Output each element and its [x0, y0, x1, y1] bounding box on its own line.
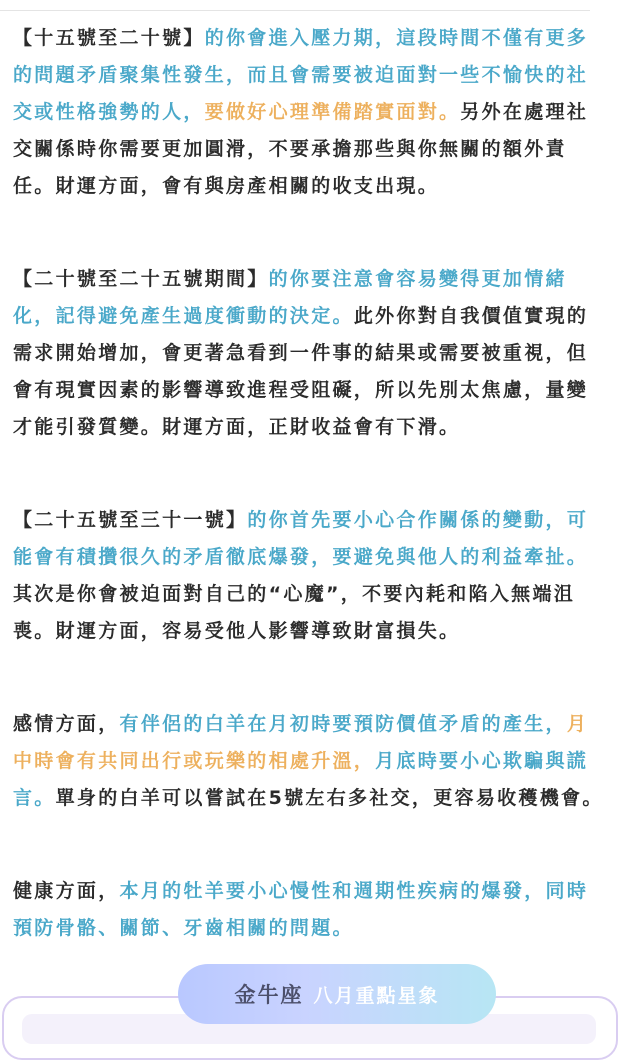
highlight-text: 的你要注意會容易變得更加情緒化，記得避免產生過度衝動的決定。	[13, 268, 567, 327]
zodiac-sign-title: 金牛座	[234, 983, 304, 1007]
section-subtitle: 八月重點星象	[313, 984, 440, 1007]
body-text: 單身的白羊可以嘗試在5號左右多社交，更容易收穫機會。	[55, 787, 604, 809]
paragraph-15-20	[13, 20, 607, 205]
paragraph-25-31	[13, 502, 607, 650]
body-text: 其次是你會被迫面對自己的“心魔”，不要內耗和陷入無端沮喪。財運方面，容易受他人影響導致財富損失。	[13, 583, 576, 642]
date-range-label: 【二十五號至三十一號】	[13, 509, 248, 531]
highlight-text: 的你首先要小心合作關係的變動，可能會有積攢很久的矛盾徹底爆發，要避免與他人的利益牽扯。	[13, 509, 589, 568]
highlight-text: 的你會進入壓力期，這段時間不僅有更多的問題矛盾聚集性發生，而且會需要被迫面對一些不愉快的社交或性格強勢的人，	[13, 27, 589, 123]
highlight-text: 月底時要小心欺騙與謊言。	[13, 750, 589, 809]
topic-label: 感情方面，	[13, 713, 120, 735]
highlight-text: 有伴侶的白羊在月初時要預防價值矛盾的產生，	[119, 713, 567, 735]
body-text: 此外你對自我價值實現的需求開始增加，會更著急看到一件事的結果或需要被重視，但會有現實因素的影響導致進程受阻礙，所以先別太焦慮，量變才能引發質變。財運方面，正財收益會有下滑。	[13, 305, 589, 438]
body-text: 另外在處理社交關係時你需要更加圓滑，不要承擔那些與你無關的額外責任。財運方面，會有與房產相關的收支出現。	[13, 101, 589, 197]
advice-text: 月中時會有共同出行或玩樂的相處升溫，	[13, 713, 589, 772]
top-divider	[0, 0, 590, 11]
paragraph-20-25	[13, 261, 607, 446]
paragraph-love	[13, 706, 607, 817]
advice-text: 要做好心理準備踏實面對。	[204, 101, 461, 123]
date-range-label: 【十五號至二十號】	[13, 27, 205, 49]
date-range-label: 【二十號至二十五號期間】	[13, 268, 269, 290]
topic-label: 健康方面，	[13, 880, 120, 902]
paragraph-health	[13, 873, 607, 947]
section-header-pill	[178, 964, 496, 1024]
highlight-text: 本月的牡羊要小心慢性和週期性疾病的爆發，同時預防骨骼、關節、牙齒相關的問題。	[13, 880, 589, 939]
article-body	[13, 20, 607, 1003]
